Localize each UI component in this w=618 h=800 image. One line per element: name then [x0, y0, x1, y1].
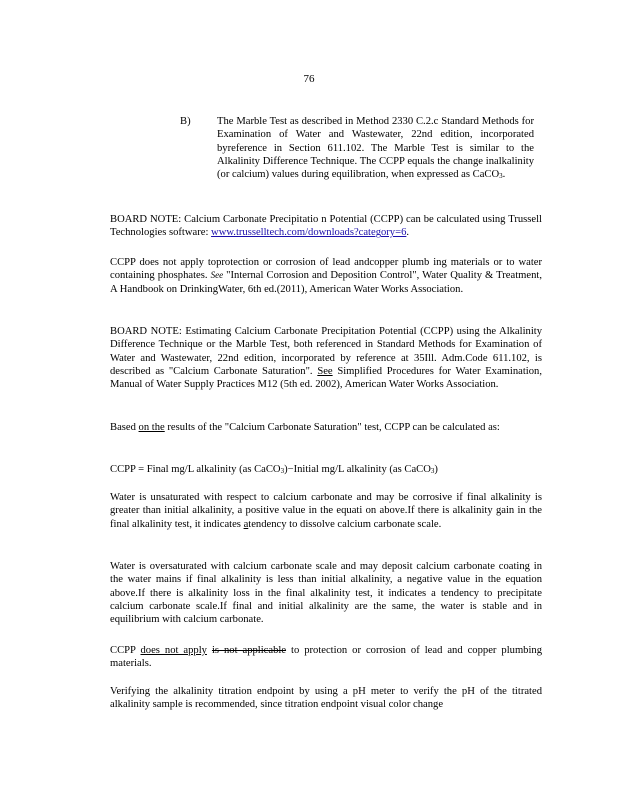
- page-number: 76: [303, 73, 315, 85]
- ccpp-phosphates-paragraph: CCPP does not apply toprotection or corrosion of lead andcopper plumb ing materials or to water containing phosphates. See "Internal Corrosion and Deposition Control", Water Quality & Treatment, A Handbook on DrinkingWater, 6th ed.(2011), American Water Works Association.: [110, 257, 542, 295]
- see-signal: See: [210, 270, 224, 281]
- board-note-1: BOARD NOTE: Calcium Carbonate Precipitatio n Potential (CCPP) can be calculated using Trussell Technologies software: www.trusselltech.com/downloads?category=6.: [110, 214, 542, 239]
- board-note-2: BOARD NOTE: Estimating Calcium Carbonate Precipitation Potential (CCPP) using the Alkalinity Difference Technique or the Marble Test, both referenced in Standard Methods for Examination of Water and Wastewater, 22nd edition, incorporated by reference at 35Ill. Adm.Code 611.102, is described as "Calcium Carbonate Saturation". See Simplified Procedures for Water Examination, Manual of Water Supply Practices M12 (5th ed. 2002), American Water Works Association.: [110, 326, 542, 391]
- item-b-text: The Marble Test as described in Method 2330 C.2.c Standard Methods for Examination of Water and Wastewater, 22nd edition, incorporated byreference in Section 611.102. The Marble Test is similar to the Alkalinity Difference Technique. The CCPP equals the change inalkalinity (or calcium) values during equilibration, when expressed as CaCO3.: [217, 116, 534, 181]
- deleted-text: is not applicable: [211, 645, 287, 656]
- trussell-link[interactable]: www.trusselltech.com/downloads?category=6: [211, 227, 407, 239]
- inserted-text: does not apply: [140, 645, 207, 656]
- oversaturated-paragraph: Water is oversaturated with calcium carbonate scale and may deposit calcium carbonate coating in the water mains if final alkalinity is less than initial alkalinity, a negative value in the equation above.If there is alkalinity loss in the final alkalinity test, it indicates a tendency to precipitate calcium carbonate scale.If final and initial alkalinity are the same, the water is stable and in equilibrium with calcium carbonate.: [110, 561, 542, 626]
- subscript: 3: [499, 172, 503, 181]
- see-signal: See: [317, 365, 333, 377]
- item-b-label: B): [180, 116, 191, 127]
- verifying-paragraph: Verifying the alkalinity titration endpoint by using a pH meter to verify the pH of the titrated alkalinity sample is recommended, since titration endpoint visual color change: [110, 686, 542, 711]
- item-b: [180, 115, 534, 183]
- ccpp-apply-paragraph: CCPP does not apply is not applicable to protection or corrosion of lead and copper plumbing materials.: [110, 645, 543, 670]
- ccpp-equation: CCPP = Final mg/L alkalinity (as CaCO3)−Initial mg/L alkalinity (as CaCO3): [110, 464, 438, 475]
- unsaturated-paragraph: Water is unsaturated with respect to calcium carbonate and may be corrosive if final alkalinity is greater than initial alkalinity, a positive value in the equati on above.If there is alkalinity gain in the final alkalinity test, it indicates atendency to dissolve calcium carbonate scale.: [110, 492, 542, 530]
- based-on-paragraph: Based on the results of the "Calcium Carbonate Saturation" test, CCPP can be calculated as:: [110, 422, 500, 433]
